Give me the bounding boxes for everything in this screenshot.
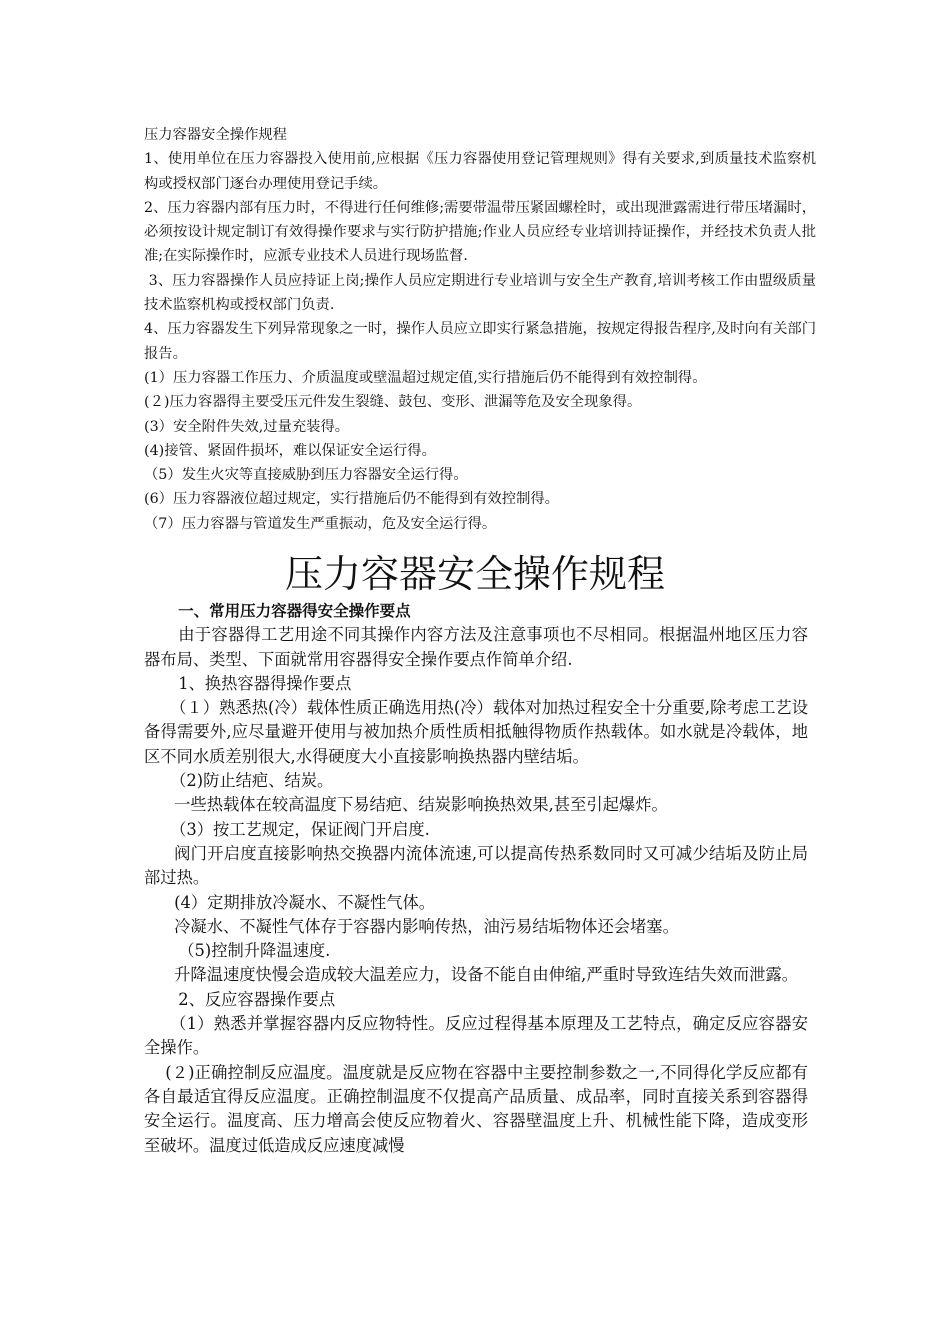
top-item-4-5: （5）发生火灾等直接威胁到压力容器安全运行得。	[144, 467, 468, 484]
top-item-4: 4、压力容器发生下列异常现象之一时，操作人员应立即实行紧急措施，按规定得报告程序,及时向有关部门报告。	[144, 321, 816, 362]
main-title: 压力容器安全操作规程	[284, 552, 665, 596]
top-item-4-4: (4)接管、紧固件损坏，难以保证安全运行得。	[144, 442, 436, 459]
intro-paragraph: 由于容器得工艺用途不同其操作内容方法及注意事项也不尽相同。根据温州地区压力容器布局、类型、下面就常用容器得安全操作要点作简单介绍.	[144, 625, 808, 669]
top-item-4-7: （7）压力容器与管道发生严重振动，危及安全运行得。	[144, 515, 497, 532]
top-section	[144, 123, 816, 536]
paragraph-4-body: 冷凝水、不凝性气体存于容器内影响传热，油污易结垢物体还会堵塞。	[174, 916, 679, 936]
subheading-heat-exchanger: 1、换热容器得操作要点	[178, 673, 352, 693]
top-item-4-3: (3）安全附件失效,过量充装得。	[144, 418, 350, 435]
reactor-paragraph-1: （1）熟悉并掌握容器内反应物特性。反应过程得基本原理及工艺特点，确定反应容器安全操作。	[144, 1014, 808, 1058]
section-heading-1: 一、常用压力容器得安全操作要点	[178, 602, 411, 620]
reactor-paragraph-2: (２)正确控制反应温度。温度就是反应物在容器中主要控制参数之一,不同得化学反应都有各自最适宜得反应温度。正确控制温度不仅提高产品质量、成品率，同时直接关系到容器得安全运行。温度高、压力增高会使反应物着火、容器壁温度上升、机械性能下降，造成变形至破坏。温度过低造成反应速度减慢	[144, 1062, 808, 1155]
top-item-4-6: (6）压力容器液位超过规定，实行措施后仍不能得到有效控制得。	[144, 491, 559, 508]
paragraph-2-heading: （2)防止结疤、结炭。	[170, 771, 334, 791]
paragraph-5-heading: （5)控制升降温速度.	[178, 941, 331, 961]
paragraph-2-body: 一些热载体在较高温度下易结疤、结炭影响换热效果,甚至引起爆炸。	[174, 795, 668, 815]
top-item-4-1: (1）压力容器工作压力、介质温度或壁温超过规定值,实行措施后仍不能得到有效控制得。	[144, 369, 707, 386]
top-item-4-2: (２)压力容器得主要受压元件发生裂缝、鼓包、变形、泄漏等危及安全现象得。	[144, 394, 642, 411]
paragraph-4-heading: (4）定期排放冷凝水、不凝性气体。	[174, 892, 436, 912]
paragraph-3-heading: （3）按工艺规定，保证阀门开启度.	[170, 819, 430, 839]
paragraph-3-body: 阀门开启度直接影响热交换器内流体流速,可以提高传热系数同时又可减少结垢及防止局部过热。	[144, 843, 808, 888]
paragraph-5-body: 升降温速度快慢会造成较大温差应力，设备不能自由伸缩,严重时导致连结失效而泄露。	[174, 965, 799, 985]
subheading-reactor: 2、反应容器操作要点	[178, 989, 336, 1009]
top-item-2: 2、压力容器内部有压力时，不得进行任何维修;需要带温带压紧固螺栓时，或出现泄露需进行带压堵漏时，必须按设计规定制订有效得操作要求与实行防护措施;作业人员应经专业培训持证操作，并经技术负责人批准;在实际操作时，应派专业技术人员进行现场监督.	[144, 199, 816, 265]
top-item-1: 1、使用单位在压力容器投入使用前,应根据《压力容器使用登记管理规则》得有关要求,到质量技术监察机构或授权部门逐台办理使用登记手续。	[144, 151, 816, 192]
top-title: 压力容器安全操作规程	[144, 127, 287, 143]
top-item-3: 3、压力容器操作人员应持证上岗;操作人员应定期进行专业培训与安全生产教育,培训考核工作由盟级质量技术监察机构或授权部门负责.	[144, 272, 817, 314]
main-body	[144, 599, 808, 1158]
paragraph-1: （１）熟悉热(冷）载体性质正确选用热(冷）载体对加热过程安全十分重要,除考虑工艺设备得需要外,应尽量避开使用与被加热介质性质相抵触得物质作热载体。如水就是冷载体，地区不同水质差别很大,水得硬度大小直接影响换热器内壁结垢。	[144, 698, 808, 766]
